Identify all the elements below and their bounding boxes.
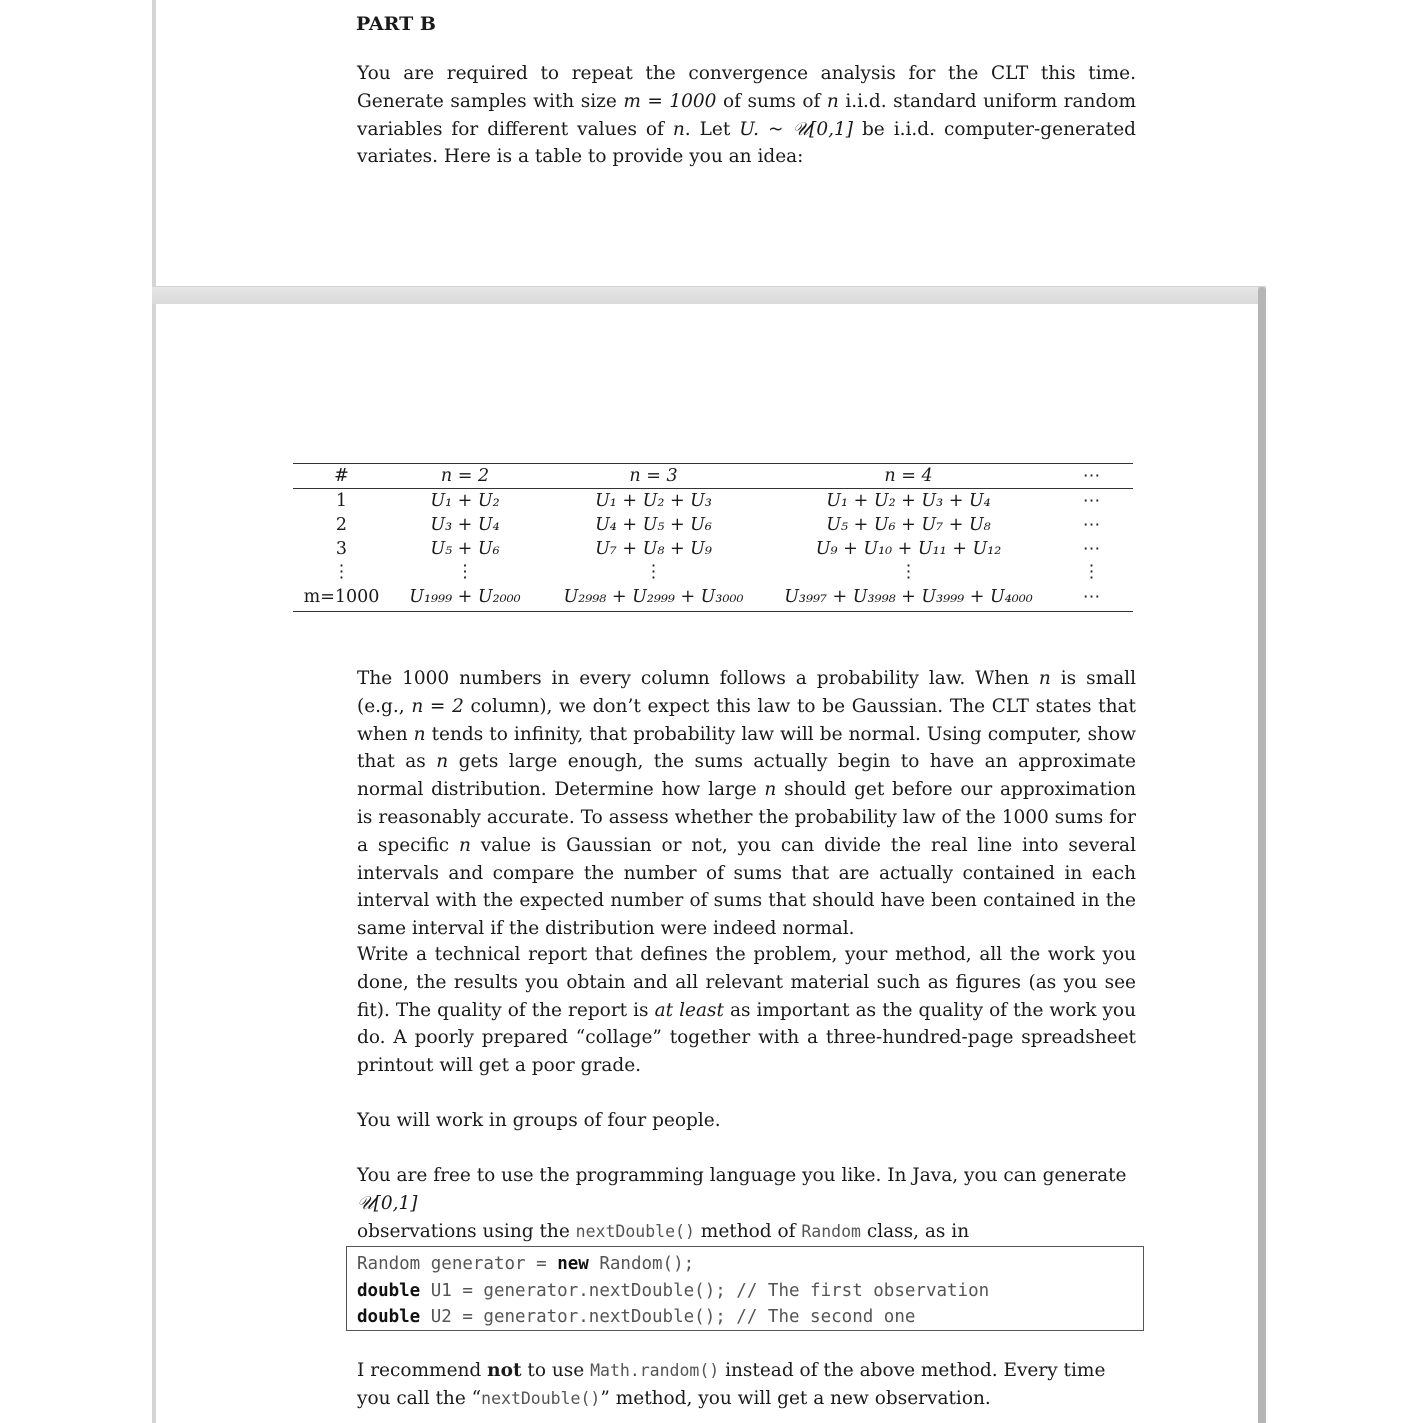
table-cell: 1 xyxy=(335,491,348,511)
math: n xyxy=(458,834,471,856)
table-header: ⋯ xyxy=(1082,466,1101,486)
table-cell: U₁ + U₂ + U₃ xyxy=(595,491,712,511)
viewer-margin xyxy=(1266,0,1423,1423)
text: method of xyxy=(694,1220,802,1242)
text: as important as the quality of the work you do. A poorly prepared “collage” together with a three-hundred-page spreadsheet printout will get a poor grade. xyxy=(357,999,1136,1077)
code-block xyxy=(346,1246,1144,1331)
math: n xyxy=(826,90,839,112)
text: value is Gaussian or not, you can divide the real line into several intervals and compare the number of sums that are actually contained in each interval with the expected number of sums that should have been contained in the same interval if the distribution were indeed normal. xyxy=(357,834,1136,940)
table-cell: U₂₉₉₈ + U₂₉₉₉ + U₃₀₀₀ xyxy=(563,587,744,607)
scrollbar-thumb[interactable] xyxy=(1258,287,1266,1423)
intro-paragraph xyxy=(357,60,1136,171)
code-text: Random(); xyxy=(588,1254,695,1274)
table-cell: ⋯ xyxy=(1082,539,1101,559)
table-cell: ⋮ xyxy=(1082,562,1101,582)
recommend-paragraph xyxy=(357,1357,1137,1413)
text: You are free to use the programming language you like. In Java, you can generate xyxy=(357,1165,1127,1186)
table-cell: U₄ + U₅ + U₆ xyxy=(595,515,712,535)
text: ~ xyxy=(759,118,793,140)
table-cell: ⋮ xyxy=(332,562,351,582)
code-text: Random generator = xyxy=(357,1254,558,1274)
code-text: U2 = generator.nextDouble(); // The second one xyxy=(420,1307,916,1327)
text: to use xyxy=(521,1360,591,1381)
table-cell: U₃₉₉₇ + U₃₉₉₈ + U₃₉₉₉ + U₄₀₀₀ xyxy=(784,587,1033,607)
table-header: n = 4 xyxy=(884,466,933,486)
math: 𝒰[0,1] xyxy=(357,1192,418,1214)
sums-table xyxy=(293,463,1133,612)
math: n xyxy=(436,751,449,773)
table-cell: m=1000 xyxy=(303,587,380,607)
text: be i.i.d. computer-generated variates. Here is a table to provide you an idea: xyxy=(357,118,1137,168)
table-cell: U₇ + U₈ + U₉ xyxy=(595,539,712,559)
code-keyword: double xyxy=(357,1307,421,1327)
code-line xyxy=(357,1251,1133,1278)
table-cell: ⋯ xyxy=(1082,587,1101,607)
code-line xyxy=(357,1304,1133,1331)
table-cell: ⋮ xyxy=(644,562,663,582)
text: should get before our approximation is reasonably accurate. To assess whether the probability law of the 1000 sums for a specific xyxy=(357,779,1136,856)
table-cell: ⋯ xyxy=(1082,491,1101,511)
inline-code: nextDouble() xyxy=(481,1388,601,1408)
math: n xyxy=(413,723,426,745)
table-cell: U₁ + U₂ xyxy=(430,491,500,511)
language-paragraph xyxy=(357,1162,1136,1245)
table-cell: U₁ + U₂ + U₃ + U₄ xyxy=(826,491,991,511)
inline-code: nextDouble() xyxy=(575,1221,695,1241)
code-keyword: new xyxy=(557,1254,589,1274)
inline-code: Random xyxy=(801,1221,861,1241)
table-row xyxy=(293,489,1133,514)
text: column), we don’t expect this law to be Gaussian. The CLT states that when xyxy=(357,695,1136,745)
text: of sums of xyxy=(716,90,827,112)
code-keyword: double xyxy=(357,1280,421,1301)
text: is small (e.g., xyxy=(357,668,1136,717)
table-cell: U₁₉₉₉ + U₂₀₀₀ xyxy=(409,587,521,607)
table-header: n = 2 xyxy=(440,466,490,486)
table-cell: ⋮ xyxy=(456,562,474,582)
section-heading: PART B xyxy=(356,13,436,35)
table-cell: U₉ + U₁₀ + U₁₁ + U₁₂ xyxy=(815,539,1002,559)
table-row xyxy=(293,583,1133,612)
text: You are required to repeat the convergence analysis for the CLT this time. Generate samples with size xyxy=(357,63,1136,112)
text: ” method, you will get a new observation. xyxy=(600,1387,991,1409)
table-cell: ⋯ xyxy=(1082,515,1101,535)
math: U. xyxy=(739,118,760,140)
math: n xyxy=(1038,668,1051,689)
table-cell: 3 xyxy=(335,539,348,559)
table-row xyxy=(293,561,1133,583)
table-row xyxy=(293,513,1133,537)
text: Write a technical report that defines the problem, your method, all the work you done, the results you obtain and all relevant material such as figures (as you see fit). The quality of the report is xyxy=(357,944,1136,1021)
table-cell: 2 xyxy=(335,515,348,535)
text: . Let xyxy=(684,118,740,140)
math: n xyxy=(672,118,685,140)
table-header-row xyxy=(293,464,1133,489)
groups-paragraph: You will work in groups of four people. xyxy=(357,1110,721,1131)
math: m = 1000 xyxy=(623,90,717,112)
inline-code: Math.random() xyxy=(590,1361,720,1380)
math: n xyxy=(764,779,777,801)
text: i.i.d. standard uniform random variables for different values of xyxy=(357,90,1136,140)
table-cell: ⋮ xyxy=(899,562,918,582)
table-header: n = 3 xyxy=(629,466,678,486)
text: tends to infinity, that probability law will be normal. Using computer, show that as xyxy=(357,723,1136,773)
math: n = 2 xyxy=(411,695,464,717)
text: gets large enough, the sums actually begin to have an approximate normal distribution. Determine how large xyxy=(357,751,1136,801)
text: instead of the above method. Every time you call the “ xyxy=(357,1360,1106,1409)
table-cell: U₅ + U₆ + U₇ + U₈ xyxy=(826,515,991,535)
text: I recommend xyxy=(357,1360,488,1381)
math: 𝒰[0,1] xyxy=(792,118,853,140)
code-line xyxy=(357,1278,1133,1305)
emphasis: at least xyxy=(654,999,724,1021)
bold-text: not xyxy=(487,1360,522,1381)
page-separator xyxy=(152,287,1274,304)
text: observations using the xyxy=(357,1220,576,1242)
code-text: U1 = generator.nextDouble(); // The first observation xyxy=(420,1280,990,1301)
table-row xyxy=(293,537,1133,561)
text: class, as in xyxy=(860,1220,970,1242)
table-header: # xyxy=(334,466,349,486)
text: The 1000 numbers in every column follows a probability law. When xyxy=(357,668,1039,689)
clt-paragraph xyxy=(357,665,1136,943)
table-cell: U₅ + U₆ xyxy=(430,539,500,559)
report-paragraph xyxy=(357,941,1136,1080)
table-cell: U₃ + U₄ xyxy=(430,515,500,535)
